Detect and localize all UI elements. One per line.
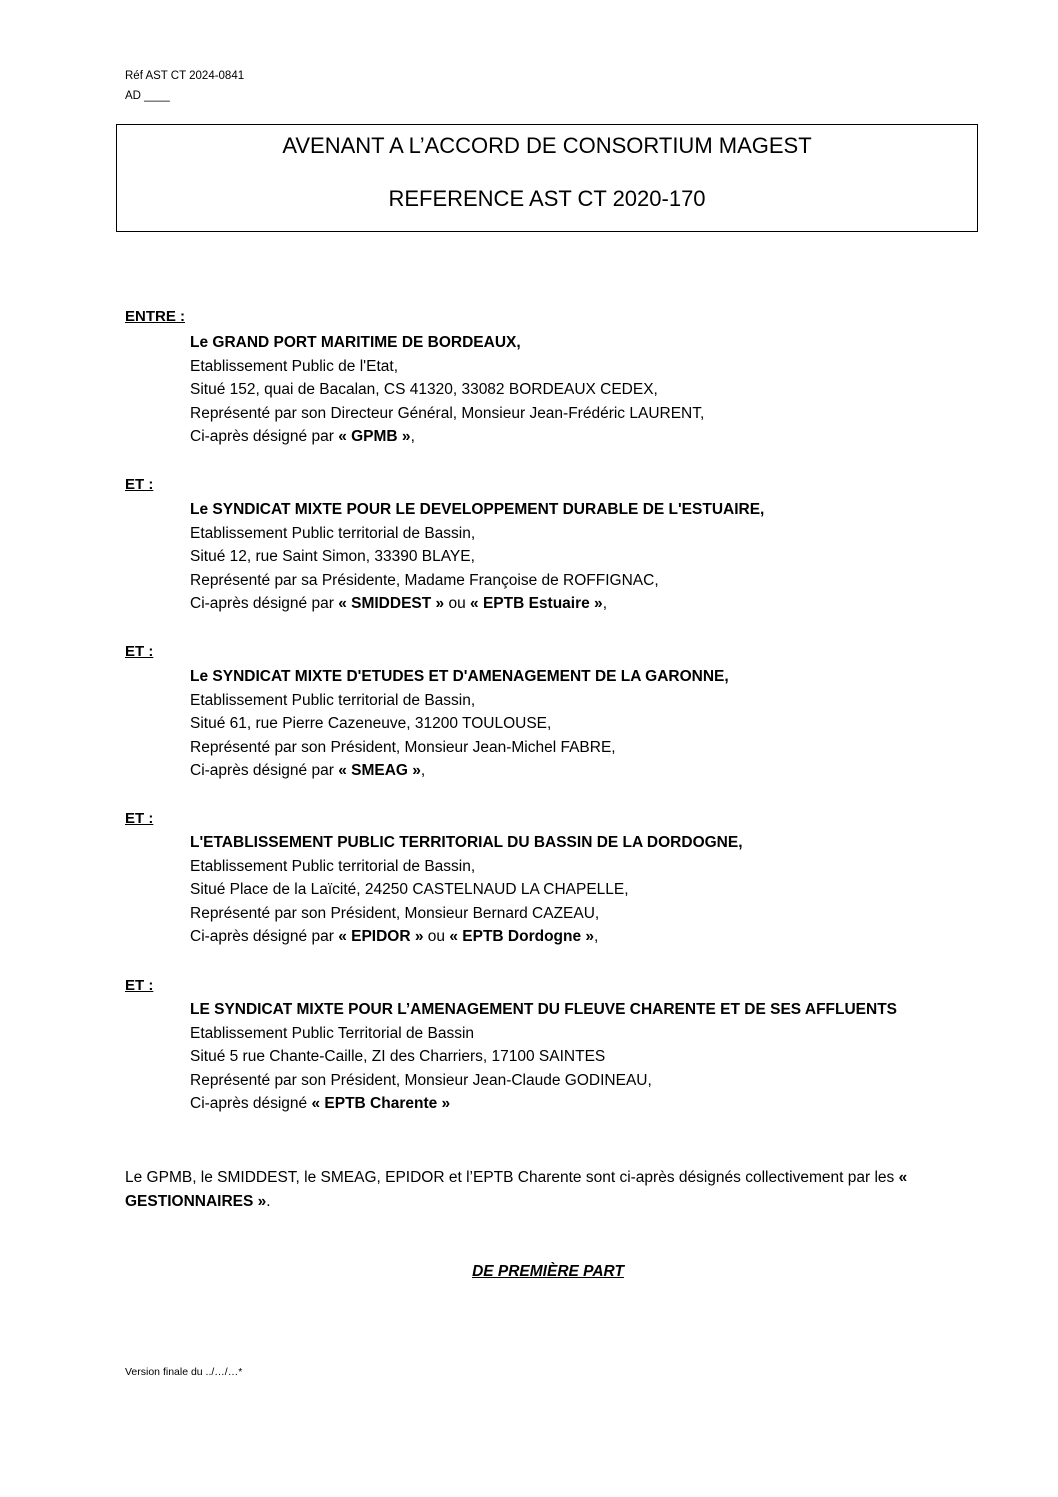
party-address: Situé Place de la Laïcité, 24250 CASTELNAUD LA CHAPELLE, bbox=[190, 881, 629, 898]
party-designation bbox=[190, 425, 704, 449]
party-representative: Représenté par sa Présidente, Madame Françoise de ROFFIGNAC, bbox=[190, 571, 659, 589]
designation-suffix: , bbox=[594, 928, 599, 945]
collective-designation-paragraph bbox=[125, 1166, 975, 1214]
designation-suffix: , bbox=[602, 595, 607, 612]
party-representative: Représenté par son Président, Monsieur Bernard CAZEAU, bbox=[190, 904, 600, 922]
party-type: Etablissement Public de l'Etat, bbox=[190, 357, 399, 375]
designation-suffix: , bbox=[420, 762, 426, 779]
first-part-heading: DE PREMIÈRE PART bbox=[472, 1263, 624, 1280]
party-label: ET : bbox=[125, 810, 154, 827]
designation-short-name: « GPMB » bbox=[338, 428, 411, 445]
party-name: Le GRAND PORT MARITIME DE BORDEAUX, bbox=[190, 334, 521, 351]
party-name: Le SYNDICAT MIXTE POUR LE DEVELOPPEMENT DURABLE DE L'ESTUAIRE, bbox=[190, 501, 765, 518]
party-type: Etablissement Public territorial de Bassin, bbox=[190, 524, 476, 542]
party-representative: Représenté par son Directeur Général, Monsieur Jean-Frédéric LAURENT, bbox=[190, 404, 705, 422]
ad-line: AD ____ bbox=[125, 90, 170, 102]
designation-prefix: Ci-après désigné par bbox=[190, 762, 339, 779]
designation-alt-name: « EPTB Dordogne » bbox=[449, 928, 595, 945]
party-block-smeag bbox=[190, 665, 729, 783]
designation-separator: ou bbox=[423, 928, 450, 945]
designation-prefix: Ci-après désigné par bbox=[190, 928, 339, 945]
party-block-epidor bbox=[190, 831, 743, 949]
collective-term: « GESTIONNAIRES » bbox=[125, 1169, 908, 1210]
party-label: ET : bbox=[125, 977, 154, 994]
party-type: Etablissement Public territorial de Bassin, bbox=[190, 857, 476, 875]
party-designation bbox=[190, 592, 764, 616]
party-name: Le SYNDICAT MIXTE D'ETUDES ET D'AMENAGEMENT DE LA GARONNE, bbox=[190, 668, 729, 685]
document-reference bbox=[125, 66, 244, 106]
party-name: L'ETABLISSEMENT PUBLIC TERRITORIAL DU BASSIN DE LA DORDOGNE, bbox=[190, 834, 743, 851]
version-footer: Version finale du ../…/…* bbox=[125, 1366, 243, 1378]
party-block-gpmb bbox=[190, 331, 704, 449]
title-box bbox=[116, 124, 978, 232]
party-address: Situé 61, rue Pierre Cazeneuve, 31200 TOULOUSE, bbox=[190, 715, 552, 732]
party-address: Situé 12, rue Saint Simon, 33390 BLAYE, bbox=[190, 548, 475, 565]
party-label: ET : bbox=[125, 476, 154, 493]
designation-short-name: « SMEAG » bbox=[338, 762, 421, 779]
designation-suffix: , bbox=[410, 428, 415, 445]
designation-prefix: Ci-après désigné bbox=[190, 1095, 312, 1112]
designation-short-name: « EPTB Charente » bbox=[311, 1095, 451, 1112]
party-name: LE SYNDICAT MIXTE POUR L’AMENAGEMENT DU FLEUVE CHARENTE ET DE SES AFFLUENTS bbox=[190, 1001, 898, 1018]
party-type: Etablissement Public Territorial de Bassin bbox=[190, 1024, 475, 1042]
collective-text: Le GPMB, le SMIDDEST, le SMEAG, EPIDOR et l’EPTB Charente sont ci-après désignés collectivement par les bbox=[125, 1169, 899, 1186]
designation-prefix: Ci-après désigné par bbox=[190, 428, 339, 445]
collective-text-end: . bbox=[266, 1193, 271, 1210]
reference-number: Réf AST CT 2024-0841 bbox=[125, 70, 245, 82]
party-representative: Représenté par son Président, Monsieur Jean-Claude GODINEAU, bbox=[190, 1071, 652, 1089]
party-address: Situé 5 rue Chante-Caille, ZI des Charriers, 17100 SAINTES bbox=[190, 1048, 606, 1065]
document-reference-title: REFERENCE AST CT 2020-170 bbox=[388, 186, 706, 211]
document-title: AVENANT A L’ACCORD DE CONSORTIUM MAGEST bbox=[282, 133, 812, 158]
party-label: ET : bbox=[125, 643, 154, 660]
party-address: Situé 152, quai de Bacalan, CS 41320, 33082 BORDEAUX CEDEX, bbox=[190, 381, 658, 398]
party-designation bbox=[190, 1092, 897, 1116]
party-type: Etablissement Public territorial de Bassin, bbox=[190, 691, 476, 709]
party-designation bbox=[190, 759, 729, 783]
designation-short-name: « SMIDDEST » bbox=[338, 595, 445, 612]
designation-separator: ou bbox=[444, 595, 471, 612]
party-label: ENTRE : bbox=[125, 308, 185, 325]
designation-prefix: Ci-après désigné par bbox=[190, 595, 339, 612]
designation-alt-name: « EPTB Estuaire » bbox=[470, 595, 603, 612]
party-block-smiddest bbox=[190, 498, 764, 616]
party-block-eptb-charente bbox=[190, 998, 897, 1116]
party-representative: Représenté par son Président, Monsieur Jean-Michel FABRE, bbox=[190, 738, 616, 756]
designation-short-name: « EPIDOR » bbox=[338, 928, 424, 945]
party-designation bbox=[190, 925, 743, 949]
